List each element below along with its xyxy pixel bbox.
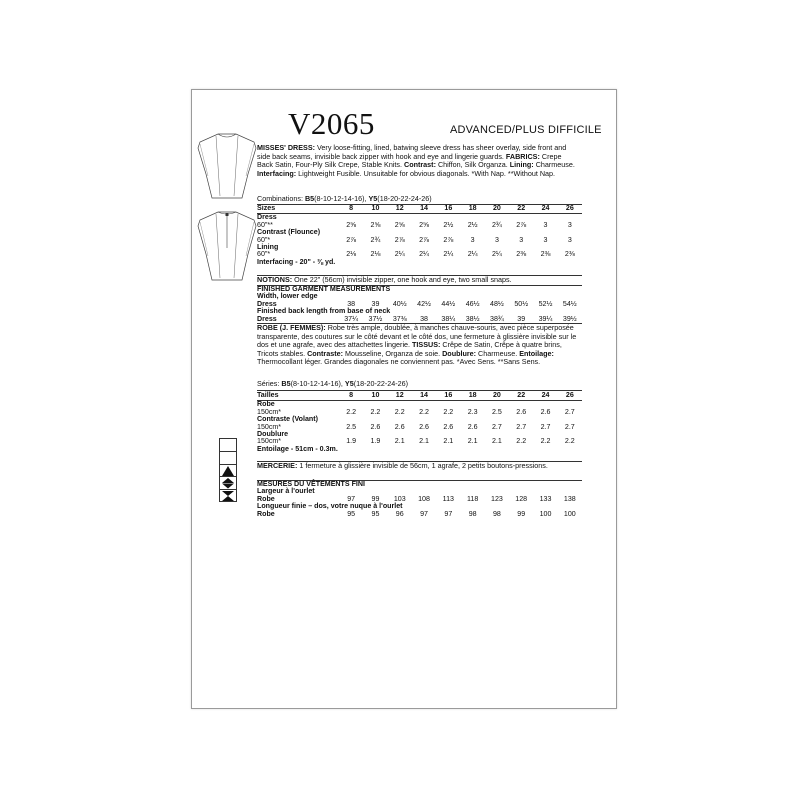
interfacing-label: Interfacing: <box>257 168 297 178</box>
entoilage-label: Entoilage: <box>519 348 554 358</box>
contrast-text: Chiffon, Silk Organza. <box>437 160 508 170</box>
yardage-cell: 2⅞ <box>516 220 527 229</box>
yardage-cell: 2¼ <box>491 250 502 259</box>
metrage-cell: 2.2 <box>370 407 381 416</box>
largeur-label: Largeur à l'ourlet <box>257 487 315 496</box>
yardage-cell: 2¾ <box>491 220 502 229</box>
combinations-line <box>257 195 577 204</box>
triangle-up-icon <box>220 465 236 477</box>
fabric-width: 150cm* <box>257 422 282 431</box>
combo-y5-code: Y5 <box>368 194 378 203</box>
entoilage-row: Entoilage - 51cm - 0.3m. <box>257 444 338 453</box>
doublure-row-label: Doublure <box>257 430 289 439</box>
size-cell: 16 <box>436 392 460 401</box>
mercerie-line <box>257 462 577 471</box>
difficulty-level: ADVANCED/PLUS DIFFICILE <box>450 124 602 136</box>
robe-row-label: Robe <box>257 509 275 518</box>
metrage-cell: 2.6 <box>370 422 381 431</box>
size-cell: 22 <box>509 205 533 214</box>
yardage-cell: 2⅝ <box>419 220 429 229</box>
back-length-label: Finished back length from base of neck <box>257 307 391 316</box>
metrage-cell: 2.2 <box>516 437 527 446</box>
yardage-cell: 2⅜ <box>516 250 527 259</box>
contraste-text: Mousseline, Organza de soie. <box>345 348 441 358</box>
longueur-row <box>257 511 582 518</box>
hourglass-symbol-cell <box>220 489 236 501</box>
measurement-cell: 133 <box>539 494 552 503</box>
fr-description-text: Robe très ample, doublée, à manches chauve-souris, avec pièce superposée transparente, des coutures sur le côté devant et le côté dos, une fermeture à glissière invisible sur le dos et une agrafe, avec des attachettes lingerie. <box>257 323 577 350</box>
fr-description-title: ROBE (J. FEMMES): <box>257 323 326 332</box>
size-cell: 14 <box>412 392 436 401</box>
notions-line <box>257 276 577 285</box>
robe-row-label: Robe <box>257 494 275 503</box>
tissus-label: TISSUS: <box>412 340 441 350</box>
triangle-pair-icon <box>220 477 236 489</box>
doublure-text: Charmeuse. <box>478 348 518 358</box>
measurement-cell: 113 <box>442 494 454 503</box>
series-b5-sizes: (8-10-12-14-16), <box>290 379 343 388</box>
entoilage-text: Thermocollant léger. Grandes diagonales ne conviennent pas. *Avec Sens. **Sans Sens. <box>257 357 541 367</box>
yardage-cell: 2⅝ <box>370 220 381 229</box>
yardage-cell: 2⅜ <box>564 250 575 259</box>
yardage-cell: 3 <box>567 235 572 244</box>
measurement-cell: 98 <box>492 509 501 518</box>
measurement-cell: 96 <box>395 509 404 518</box>
interfacing-row: Interfacing - 20" - ⅜ yd. <box>257 257 336 266</box>
triangle-pair-symbol-cell <box>220 476 236 489</box>
combo-y5-sizes: (18-20-22-24-26) <box>377 194 432 203</box>
metrage-cell: 2.2 <box>443 407 454 416</box>
yardage-cell: 3 <box>543 220 548 229</box>
yardage-cell: 2⅛ <box>346 250 357 259</box>
longueur-label: Longueur finie – dos, votre nuque à l'ourlet <box>257 502 403 511</box>
size-cell: 12 <box>388 392 412 401</box>
measurement-cell: 108 <box>418 494 430 503</box>
size-cell: 18 <box>460 205 484 214</box>
measurement-cell: 97 <box>444 509 453 518</box>
measurement-cell: 38 <box>347 299 356 308</box>
pattern-number: V2065 <box>288 106 375 141</box>
measurement-cell: 98 <box>468 509 477 518</box>
measurement-cell: 100 <box>539 509 552 518</box>
measurement-cell: 38¼ <box>441 314 456 323</box>
finished-title: FINISHED GARMENT MEASUREMENTS <box>257 285 391 293</box>
measurement-cell: 97 <box>347 494 356 503</box>
measurement-cell: 39¼ <box>538 314 553 323</box>
size-cell: 10 <box>363 392 387 401</box>
metrage-cell: 2.2 <box>346 407 357 416</box>
measurement-cell: 39 <box>371 299 380 308</box>
measurement-cell: 52½ <box>538 299 553 308</box>
metrage-cell: 2.5 <box>491 407 502 416</box>
yardage-cell: 2⅜ <box>540 250 551 259</box>
fabric-width: 60"* <box>257 235 271 244</box>
series-prefix: Séries: <box>257 379 280 388</box>
yardage-cell: 2⅝ <box>346 220 357 229</box>
size-cell: 24 <box>533 392 557 401</box>
measurement-cell: 42½ <box>417 299 431 308</box>
metrage-cell: 2.2 <box>540 437 551 446</box>
measurement-cell: 46½ <box>465 299 480 308</box>
blank-symbol-cell <box>220 451 236 464</box>
measurement-cell: 39 <box>517 314 526 323</box>
tissus-text: Crêpe de Satin, Crêpe à quatre brins, Tricots stables. <box>257 340 562 358</box>
tailles-row <box>257 392 582 401</box>
interfacing-text: Lightweight Fusible. Unsuitable for obvious diagonals. *With Nap. **Without Nap. <box>298 168 556 178</box>
metrage-cell: 2.1 <box>394 437 405 446</box>
size-cell: 14 <box>412 205 436 214</box>
description-title: MISSES' DRESS: <box>257 143 316 152</box>
fabric-width: 150cm* <box>257 407 282 416</box>
measurement-cell: 38 <box>420 314 428 323</box>
measurement-cell: 38½ <box>465 314 480 323</box>
metrage-cell: 2.1 <box>443 437 454 446</box>
size-cell: 20 <box>485 392 509 401</box>
metrage-cell: 1.9 <box>370 437 381 446</box>
measurement-cell: 37⅜ <box>392 314 407 323</box>
combo-b5-code: B5 <box>304 194 315 203</box>
measurement-cell: 37¼ <box>344 314 359 323</box>
metrage-cell: 2.1 <box>491 437 502 446</box>
yardage-cell: 2½ <box>467 220 478 229</box>
metrage-cell: 2.6 <box>443 422 454 431</box>
measurement-cell: 138 <box>563 494 576 503</box>
yardage-cell: 2⅞ <box>443 235 454 244</box>
series-line <box>257 380 577 389</box>
metrage-cell: 2.7 <box>491 422 502 431</box>
back-view-sketch <box>196 208 258 288</box>
blank-symbol-cell <box>220 439 236 452</box>
yardage-cell: 2⅝ <box>394 220 405 229</box>
contrast-label: Contrast: <box>404 160 436 170</box>
dress-row-label: Dress <box>257 299 277 308</box>
measurement-cell: 118 <box>466 494 479 503</box>
yardage-cell: 2⅞ <box>346 235 357 244</box>
metrage-cell: 2.3 <box>467 407 478 416</box>
measurement-cell: 99 <box>517 509 526 518</box>
yardage-cell: 3 <box>470 235 475 244</box>
french-metrage-table <box>257 392 582 453</box>
contrast-row <box>257 237 582 244</box>
notions-label: NOTIONS: <box>257 275 293 284</box>
fabric-symbol-legend <box>219 438 237 502</box>
lining-text: Charmeuse. <box>535 160 575 170</box>
measurement-cell: 100 <box>563 509 576 518</box>
yardage-cell: 2¾ <box>370 235 381 244</box>
metrage-cell: 2.1 <box>419 437 429 446</box>
measurement-cell: 123 <box>491 494 503 503</box>
size-cell: 24 <box>533 205 557 214</box>
fabric-width: 150cm* <box>257 437 282 446</box>
front-view-sketch <box>196 130 258 205</box>
yardage-cell: 3 <box>519 235 524 244</box>
metrage-cell: 2.6 <box>540 407 551 416</box>
mercerie-label: MERCERIE: <box>257 461 298 470</box>
measurement-cell: 95 <box>371 509 380 518</box>
triangle-up-symbol-cell <box>220 464 236 477</box>
yardage-cell: 2¼ <box>419 250 429 259</box>
metrage-cell: 2.2 <box>394 407 405 416</box>
measurement-cell: 39½ <box>562 314 577 323</box>
combinations-prefix: Combinations: <box>257 194 303 203</box>
description-text: Very loose-fitting, lined, batwing sleeve dress has sheer overlay, side front and side back seams, invisible back zipper with hook and eye and lingerie guards. <box>257 143 567 161</box>
measurement-cell: 40½ <box>392 299 407 308</box>
size-cell: 8 <box>339 392 363 401</box>
french-finished-measurements <box>257 481 582 518</box>
yardage-cell: 2¼ <box>443 250 454 259</box>
sizes-row <box>257 205 582 214</box>
size-cell: 16 <box>436 205 460 214</box>
size-cell: 10 <box>363 205 387 214</box>
measurement-cell: 103 <box>393 494 406 503</box>
metrage-cell: 2.2 <box>564 437 575 446</box>
combo-b5-sizes: (8-10-12-14-16), <box>314 194 367 203</box>
fabrics-text: Crepe Back Satin, Four-Ply Silk Crepe, Stable Knits. <box>257 151 562 170</box>
measurement-cell: 38¾ <box>490 314 504 323</box>
dress-label: Dress <box>257 213 277 222</box>
measurement-cell: 99 <box>371 494 380 503</box>
yardage-cell: 2¼ <box>467 250 478 259</box>
yardage-cell: 2¼ <box>394 250 405 259</box>
measurement-cell: 48½ <box>490 299 504 308</box>
size-cell: 18 <box>460 392 484 401</box>
series-b5-code: B5 <box>281 379 291 388</box>
size-cell: 20 <box>485 205 509 214</box>
metrage-cell: 2.7 <box>540 422 551 431</box>
fabric-width: 60"** <box>257 220 273 229</box>
series-y5-sizes: (18-20-22-24-26) <box>353 379 409 388</box>
french-description <box>257 324 577 367</box>
metrage-cell: 2.6 <box>467 422 478 431</box>
metrage-cell: 2.7 <box>564 407 575 416</box>
contraste-row <box>257 424 582 431</box>
mesures-title: MESURES DU VÊTEMENTS FINI <box>257 480 365 488</box>
contrast-row-label: Contrast (Flounce) <box>257 228 321 237</box>
yardage-cell: 2⅛ <box>370 250 381 259</box>
metrage-cell: 2.1 <box>467 437 478 446</box>
yardage-cell: 2½ <box>443 220 454 229</box>
length-row <box>257 316 582 323</box>
fabric-width: 60"* <box>257 250 271 259</box>
yardage-cell: 3 <box>567 220 572 229</box>
metrage-cell: 2.2 <box>419 407 429 416</box>
yardage-cell: 2⅞ <box>394 235 405 244</box>
contraste-row-label: Contraste (Volant) <box>257 415 318 424</box>
fabrics-label: FABRICS: <box>505 151 540 161</box>
mercerie-text: 1 fermeture à glissière invisible de 56cm, 1 agrafe, 2 petits boutons-pressions. <box>299 461 548 470</box>
measurement-cell: 44½ <box>441 299 456 308</box>
size-cell: 26 <box>558 205 582 214</box>
metrage-cell: 2.6 <box>394 422 405 431</box>
metrage-cell: 2.5 <box>346 422 357 431</box>
contraste-label: Contraste: <box>307 348 344 358</box>
tailles-label: Tailles <box>257 392 339 401</box>
yardage-cell: 2⅞ <box>419 235 429 244</box>
metrage-cell: 2.6 <box>516 407 527 416</box>
width-lower-edge-label: Width, lower edge <box>257 292 318 301</box>
notions-text: One 22" (56cm) invisible zipper, one hook and eye, two small snaps. <box>294 275 512 284</box>
metrage-cell: 2.6 <box>419 422 429 431</box>
size-cell: 8 <box>339 205 363 214</box>
english-description <box>257 144 577 178</box>
size-cell: 26 <box>558 392 582 401</box>
size-cell: 22 <box>509 392 533 401</box>
measurement-cell: 50½ <box>514 299 529 308</box>
series-y5-code: Y5 <box>344 379 354 388</box>
metrage-cell: 2.7 <box>516 422 527 431</box>
metrage-cell: 2.7 <box>564 422 575 431</box>
yardage-cell: 3 <box>543 235 548 244</box>
hourglass-icon <box>220 490 236 502</box>
dress-row-label: Dress <box>257 314 277 323</box>
metrage-cell: 1.9 <box>346 437 357 446</box>
measurement-cell: 95 <box>347 509 356 518</box>
size-cell: 12 <box>388 205 412 214</box>
doublure-label: Doublure: <box>442 348 477 358</box>
robe-label: Robe <box>257 400 275 409</box>
measurement-cell: 54½ <box>562 299 577 308</box>
measurement-cell: 37½ <box>368 314 383 323</box>
lining-label: Lining: <box>509 160 534 170</box>
measurement-cell: 97 <box>420 509 428 518</box>
yardage-cell: 3 <box>494 235 499 244</box>
sizes-label: Sizes <box>257 205 339 214</box>
measurement-cell: 128 <box>515 494 528 503</box>
lining-row-label: Lining <box>257 243 279 252</box>
english-yardage-table <box>257 205 582 266</box>
english-finished-measurements <box>257 286 582 323</box>
